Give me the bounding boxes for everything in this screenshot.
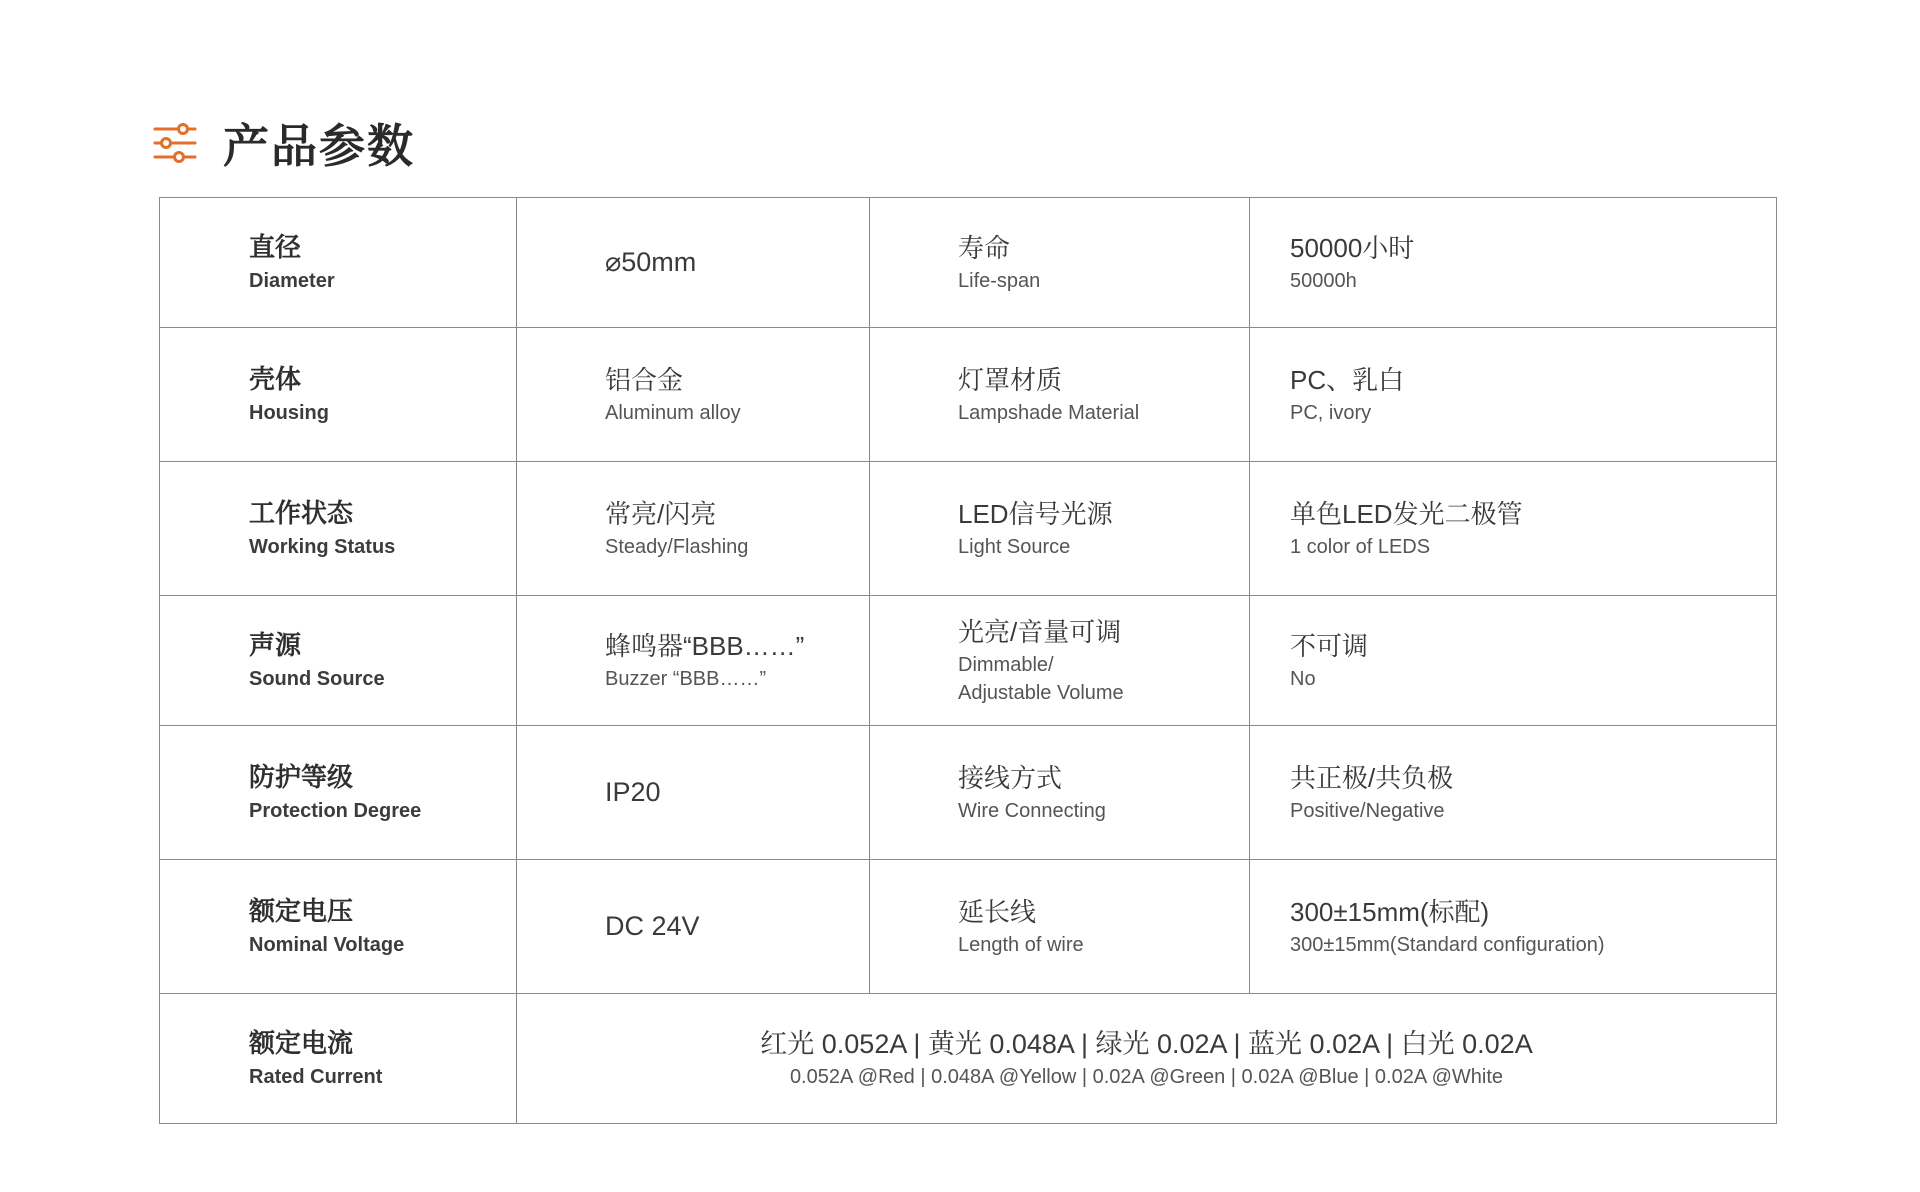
param-label-zh: 额定电流: [249, 1027, 354, 1058]
param-value-en: 50000h: [1290, 269, 1357, 292]
param-label-en: Lampshade Material: [958, 401, 1140, 424]
table-row: [160, 462, 1777, 596]
param-label-zh: 声源: [249, 629, 302, 660]
param-label-en: Sound Source: [249, 667, 385, 690]
param-label-en-line2: Adjustable Volume: [958, 681, 1124, 704]
rated-current-value-zh: 红光 0.052A | 黄光 0.048A | 绿光 0.02A | 蓝光 0.02A | 白光 0.02A: [760, 1028, 1533, 1059]
param-label-zh: 防护等级: [249, 761, 354, 792]
param-label-zh: 壳体: [249, 363, 302, 394]
rated-current-value-en: 0.052A @Red | 0.048A @Yellow | 0.02A @Green | 0.02A @Blue | 0.02A @White: [789, 1065, 1504, 1088]
param-value-zh: 铝合金: [605, 364, 684, 395]
param-label-zh: 灯罩材质: [958, 364, 1063, 395]
param-value-en: Positive/Negative: [1290, 799, 1445, 822]
param-label-en: Housing: [249, 401, 329, 424]
param-value-zh: 共正极/共负极: [1290, 762, 1454, 793]
param-label-en: Dimmable/: [958, 653, 1054, 676]
param-label-en: Working Status: [249, 535, 396, 558]
table-row: [160, 328, 1777, 462]
param-value-zh: 50000小时: [1290, 232, 1415, 263]
param-value-zh: 蜂鸣器“BBB……”: [605, 630, 805, 661]
table-row: [160, 726, 1777, 860]
param-label-zh: LED信号光源: [958, 498, 1113, 529]
param-label-en: Wire Connecting: [958, 799, 1106, 822]
section-header: [153, 108, 415, 178]
param-label-zh: 延长线: [958, 896, 1037, 927]
param-label-en: Protection Degree: [249, 799, 422, 822]
param-label-zh: 接线方式: [958, 762, 1063, 793]
param-label-zh: 光亮/音量可调: [958, 616, 1122, 647]
param-label-en: Nominal Voltage: [249, 933, 405, 956]
param-label-zh: 直径: [249, 231, 302, 262]
param-label-zh: 寿命: [958, 232, 1011, 263]
param-value-zh: 不可调: [1290, 630, 1369, 661]
param-label-zh: 工作状态: [249, 497, 354, 528]
param-value-en: No: [1290, 667, 1316, 690]
page-title: 产品参数: [223, 120, 415, 172]
param-value-en: PC, ivory: [1290, 401, 1372, 424]
param-value-zh: 单色LED发光二极管: [1290, 498, 1523, 529]
param-label-zh: 额定电压: [249, 895, 354, 926]
param-value-zh: 300±15mm(标配): [1290, 896, 1490, 927]
param-label-en: Life-span: [958, 269, 1041, 292]
param-value-zh: PC、乳白: [1290, 364, 1405, 395]
param-value-en: Aluminum alloy: [605, 401, 741, 424]
param-value-en: Buzzer “BBB……”: [605, 667, 767, 690]
param-value: DC 24V: [605, 911, 700, 941]
param-value-en: Steady/Flashing: [605, 535, 749, 558]
param-label-en: Light Source: [958, 535, 1071, 558]
product-params-table: [159, 197, 1777, 1124]
table-row: [160, 860, 1777, 994]
table-row: [160, 994, 1777, 1124]
param-value-zh: 常亮/闪亮: [605, 498, 717, 529]
param-label-en: Rated Current: [249, 1065, 383, 1088]
table-row: [160, 596, 1777, 726]
sliders-icon: [153, 121, 197, 165]
table-row: [160, 198, 1777, 328]
param-value-en: 1 color of LEDS: [1290, 535, 1431, 558]
param-value-en: 300±15mm(Standard configuration): [1290, 933, 1605, 956]
param-value: ⌀50mm: [605, 247, 697, 277]
param-label-en: Length of wire: [958, 933, 1084, 956]
param-value: IP20: [605, 777, 661, 807]
param-label-en: Diameter: [249, 269, 335, 292]
